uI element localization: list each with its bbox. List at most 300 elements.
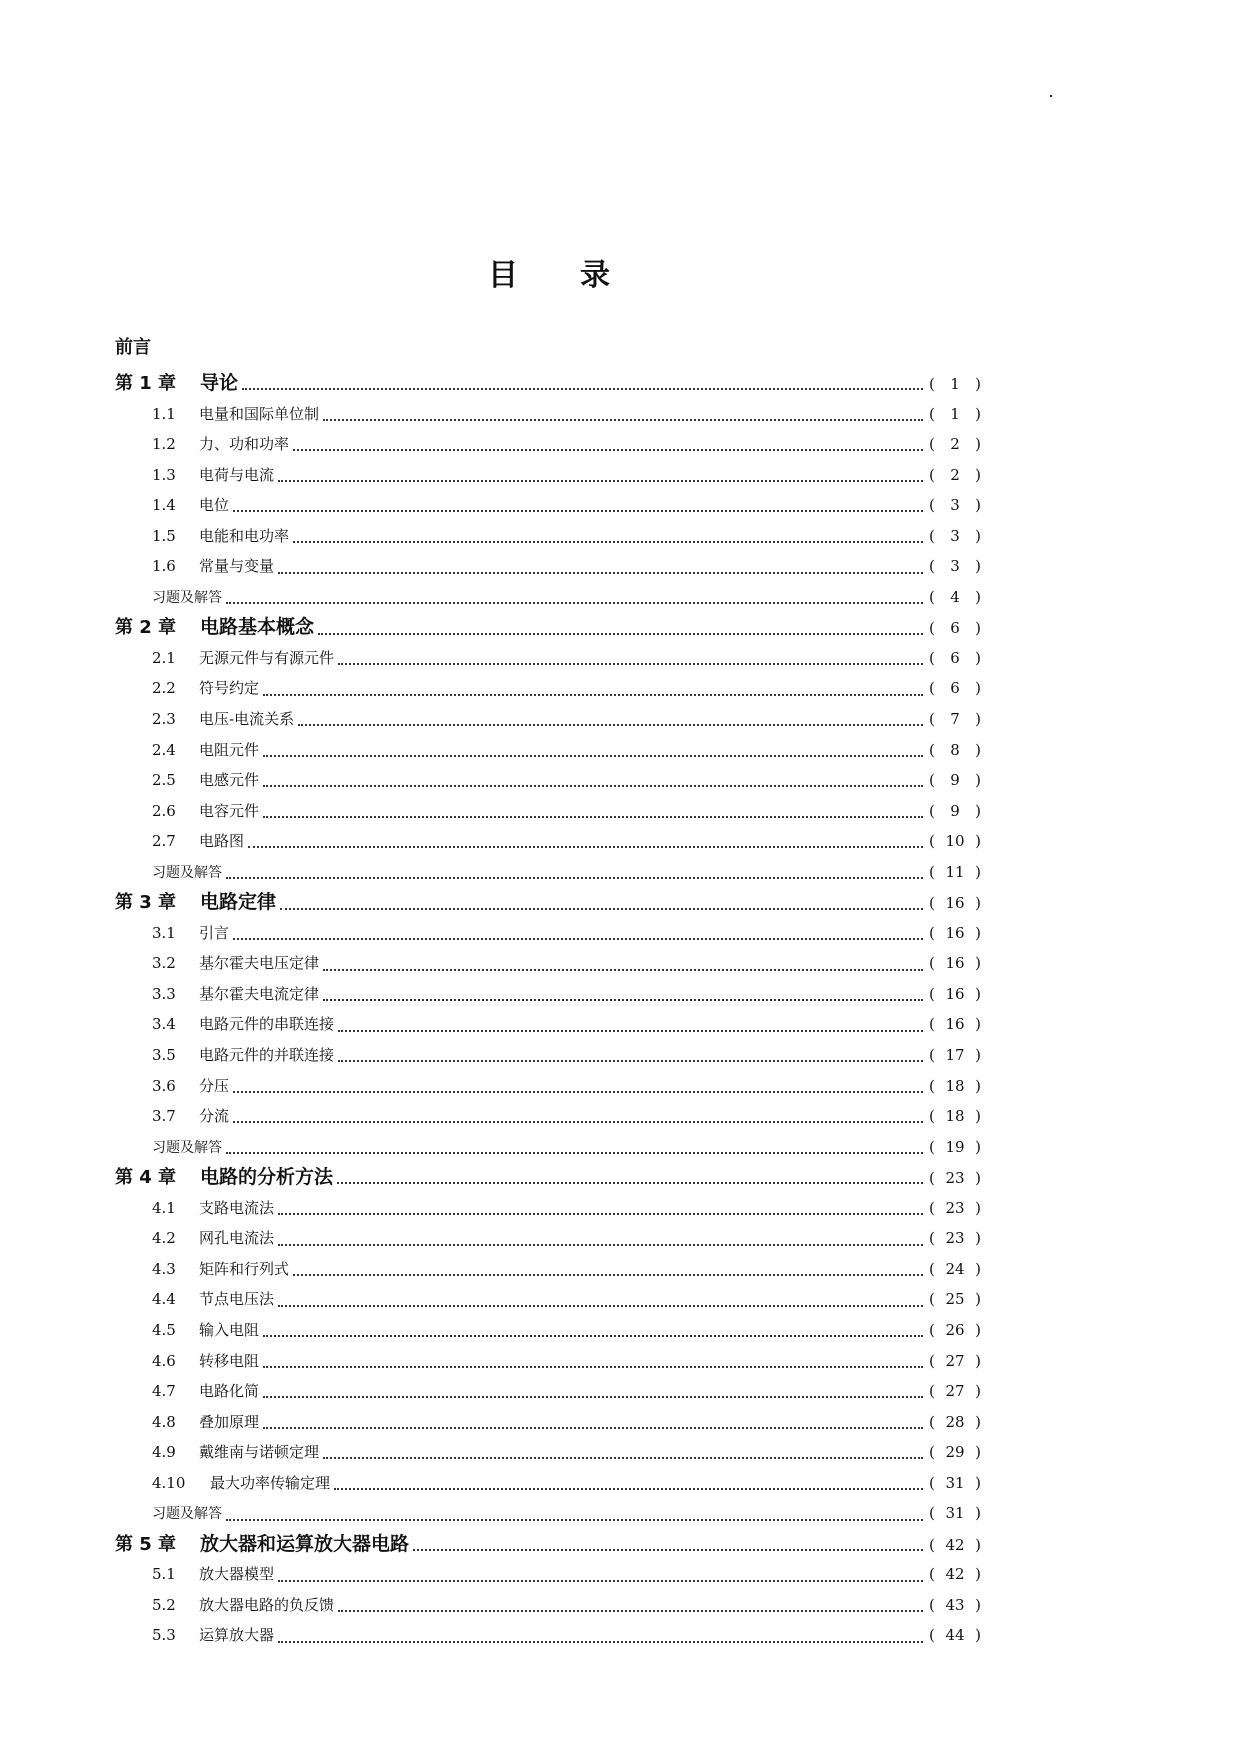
toc-entry-number: 3.1 [152, 923, 176, 942]
toc-entry-title: 最大功率传输定理 [210, 1473, 331, 1492]
toc-section-row[interactable] [115, 1040, 981, 1071]
toc-entry-label [115, 1590, 334, 1621]
toc-section-row[interactable] [115, 1254, 981, 1285]
toc-entry-label [115, 1315, 259, 1346]
toc-entry-label [115, 583, 222, 614]
toc-entry-label [115, 1376, 259, 1407]
toc-entry-title: 电路元件的串联连接 [199, 1015, 335, 1034]
dot-leader [323, 969, 923, 971]
paren-close: ) [975, 771, 981, 790]
toc-section-row[interactable] [115, 1376, 981, 1407]
paren-open: ( [929, 375, 935, 393]
toc-exercise-row[interactable] [115, 857, 981, 888]
dot-leader [293, 449, 923, 451]
dot-leader [263, 816, 923, 818]
paren-close: ) [975, 1169, 981, 1188]
scan-speck [1050, 95, 1052, 97]
toc-page-number [929, 1468, 981, 1499]
toc-entry-number: 2.4 [152, 740, 176, 759]
toc-page-number [929, 399, 981, 430]
toc-section-row[interactable] [115, 918, 981, 949]
toc-section-row[interactable] [115, 1315, 981, 1346]
toc-entry-number: 4.9 [152, 1443, 176, 1462]
toc-section-row[interactable] [115, 948, 981, 979]
toc-exercise-row[interactable] [115, 1132, 981, 1163]
toc-entry-title: 电位 [199, 496, 230, 515]
toc-entry-title: 电荷与电流 [199, 465, 275, 484]
toc-entry-number: 4.1 [152, 1198, 176, 1217]
toc-entry-title: 电量和国际单位制 [199, 404, 320, 423]
dot-leader [278, 1213, 923, 1215]
toc-section-row[interactable] [115, 1590, 981, 1621]
paren-close: ) [975, 832, 981, 851]
dot-leader [278, 1580, 923, 1582]
dot-leader [233, 938, 923, 940]
toc-chapter-row[interactable] [115, 1162, 981, 1193]
page-number-value: 16 [945, 1015, 965, 1034]
toc-entry-number: 2.6 [152, 801, 176, 820]
toc-entry-number: 2.7 [152, 832, 176, 851]
toc-section-row[interactable] [115, 1193, 981, 1224]
page-number-value: 6 [950, 648, 960, 667]
toc-page-number [929, 1590, 981, 1621]
toc-entry-number: 3.5 [152, 1046, 176, 1065]
toc-entry-title: 分压 [199, 1076, 230, 1095]
toc-section-row[interactable] [115, 1559, 981, 1590]
toc-section-row[interactable] [115, 765, 981, 796]
paren-close: ) [975, 1351, 981, 1370]
toc-entry-label [115, 673, 259, 704]
toc-page-number [929, 1559, 981, 1590]
toc-entry-label [115, 765, 259, 796]
page-number-value: 42 [945, 1535, 965, 1554]
paren-open: ( [929, 771, 935, 790]
paren-open: ( [929, 1015, 935, 1034]
toc-page-number [929, 1498, 981, 1529]
toc-entry-number: 2.2 [152, 679, 176, 698]
toc-section-row[interactable] [115, 826, 981, 857]
toc-entry-title: 电路的分析方法 [200, 1166, 334, 1189]
toc-entry-label [115, 1559, 274, 1590]
toc-section-row[interactable] [115, 551, 981, 582]
toc-entry-number: 5.2 [152, 1595, 176, 1614]
page-number-value: 24 [945, 1259, 965, 1278]
dot-leader [318, 633, 923, 635]
page-number-value: 18 [945, 1107, 965, 1126]
title-char-2: 录 [580, 258, 610, 293]
toc-entry-number: 4.10 [152, 1473, 186, 1492]
dot-leader [338, 1060, 923, 1062]
toc-entry-number: 第 4 章 [115, 1167, 177, 1189]
page-number-value: 4 [950, 587, 960, 606]
dot-leader [226, 877, 923, 879]
toc-entry-title: 运算放大器 [199, 1626, 275, 1645]
page-number-value: 25 [945, 1290, 965, 1309]
paren-open: ( [929, 526, 935, 545]
toc-exercise-row[interactable] [115, 1498, 981, 1529]
paren-open: ( [929, 496, 935, 515]
dot-leader [293, 1274, 923, 1276]
toc-entry-title: 放大器和运算放大器电路 [200, 1532, 410, 1555]
dot-leader [338, 1610, 923, 1612]
page-number-value: 1 [950, 375, 960, 393]
toc-page-number [929, 582, 981, 613]
page-number-value: 43 [945, 1595, 965, 1614]
toc-section-row[interactable] [115, 1071, 981, 1102]
toc-page-number [929, 888, 981, 919]
toc-section-row[interactable] [115, 1346, 981, 1377]
toc-entry-title: 叠加原理 [199, 1412, 260, 1431]
dot-leader [334, 1488, 923, 1490]
toc-page-number [929, 551, 981, 582]
dot-leader [226, 602, 923, 604]
toc-entry-label [115, 826, 244, 857]
paren-close: ) [975, 1626, 981, 1645]
paren-open: ( [929, 1351, 935, 1370]
toc-section-row[interactable] [115, 796, 981, 827]
toc-entry-number: 1.1 [152, 404, 176, 423]
paren-close: ) [975, 984, 981, 1003]
paren-open: ( [929, 1535, 935, 1554]
toc-section-row[interactable] [115, 399, 981, 430]
toc-entry-title: 符号约定 [199, 679, 260, 698]
paren-close: ) [975, 1259, 981, 1278]
paren-open: ( [929, 1107, 935, 1126]
paren-open: ( [929, 404, 935, 423]
paren-close: ) [975, 648, 981, 667]
toc-entry-number: 3.4 [152, 1015, 176, 1034]
paren-close: ) [975, 1595, 981, 1614]
page-number-value: 9 [950, 771, 960, 790]
page-title [488, 258, 610, 294]
toc-entry-title: 戴维南与诺顿定理 [199, 1443, 320, 1462]
toc-entry-label [115, 460, 274, 491]
page-number-value: 27 [945, 1382, 965, 1401]
toc-chapter-row[interactable] [115, 612, 981, 643]
toc-entry-label [115, 551, 274, 582]
paren-close: ) [975, 954, 981, 973]
toc-entry-label [115, 429, 289, 460]
page-number-value: 16 [945, 954, 965, 973]
page-number-value: 17 [945, 1046, 965, 1065]
toc-entry-number: 1.6 [152, 557, 176, 576]
paren-open: ( [929, 1046, 935, 1065]
toc-entry-label [115, 1346, 259, 1377]
toc-entry-title: 转移电阻 [199, 1351, 260, 1370]
toc-entry-title: 习题及解答 [152, 1506, 222, 1523]
page-number-value: 8 [950, 740, 960, 759]
toc-preface[interactable]: 前言 [115, 337, 151, 358]
page-number-value: 16 [945, 923, 965, 942]
toc-entry-label [115, 887, 276, 919]
paren-open: ( [929, 1198, 935, 1217]
toc-section-row[interactable] [115, 1407, 981, 1438]
paren-open: ( [929, 1382, 935, 1401]
toc-section-row[interactable] [115, 735, 981, 766]
toc-entry-number: 1.4 [152, 496, 176, 515]
toc-section-row[interactable] [115, 1101, 981, 1132]
paren-open: ( [929, 587, 935, 606]
paren-close: ) [975, 404, 981, 423]
toc-entry-label [115, 1284, 274, 1315]
page-number-value: 6 [950, 619, 960, 638]
toc-page-number [929, 979, 981, 1010]
dot-leader [263, 785, 923, 787]
toc-page-number [929, 796, 981, 827]
dot-leader [233, 510, 923, 512]
toc-entry-title: 力、功和功率 [199, 435, 290, 454]
dot-leader [298, 724, 923, 726]
toc-page-number [929, 1346, 981, 1377]
toc-entry-label [115, 1437, 319, 1468]
toc-page-number [929, 1437, 981, 1468]
paren-open: ( [929, 648, 935, 667]
dot-leader [226, 1152, 923, 1154]
toc-entry-title: 电能和电功率 [199, 526, 290, 545]
dot-leader [323, 1457, 923, 1459]
page-number-value: 27 [945, 1351, 965, 1370]
paren-close: ) [975, 1320, 981, 1339]
page-number-value: 23 [945, 1229, 965, 1248]
dot-leader [280, 908, 923, 910]
toc-section-row[interactable] [115, 1223, 981, 1254]
toc-page-number [929, 490, 981, 521]
dot-leader [413, 1549, 923, 1551]
toc-page-number [929, 613, 981, 644]
toc-chapter-row[interactable] [115, 887, 981, 918]
dot-leader [233, 1121, 923, 1123]
toc-entry-title: 电阻元件 [199, 740, 260, 759]
toc-chapter-row[interactable] [115, 368, 981, 399]
toc-page-number [929, 521, 981, 552]
toc-entry-title: 基尔霍夫电流定律 [199, 984, 320, 1003]
paren-close: ) [975, 1382, 981, 1401]
toc-page-number [929, 1407, 981, 1438]
toc-entry-label [115, 399, 319, 430]
toc-entry-title: 电路基本概念 [200, 616, 315, 639]
dot-leader [323, 999, 923, 1001]
toc-entry-label [115, 1254, 289, 1285]
toc-entry-label [115, 1162, 333, 1194]
title-char-1: 目 [488, 258, 518, 293]
toc-entry-label [115, 1071, 229, 1102]
toc-entry-title: 电路元件的并联连接 [199, 1046, 335, 1065]
toc-page-number [929, 1193, 981, 1224]
paren-close: ) [975, 619, 981, 638]
paren-open: ( [929, 435, 935, 454]
page-number-value: 3 [950, 526, 960, 545]
toc-page-number [929, 857, 981, 888]
toc-entry-title: 支路电流法 [199, 1198, 275, 1217]
toc-entry-title: 电路化简 [199, 1382, 260, 1401]
paren-close: ) [975, 894, 981, 913]
toc-entry-number: 3.7 [152, 1107, 176, 1126]
dot-leader [263, 1427, 923, 1429]
toc-entry-number: 2.3 [152, 710, 176, 729]
dot-leader [233, 1091, 923, 1093]
toc-entry-number: 4.4 [152, 1290, 176, 1309]
toc-section-row[interactable] [115, 521, 981, 552]
toc-section-row[interactable] [115, 490, 981, 521]
table-of-contents [115, 368, 981, 1651]
paren-open: ( [929, 1320, 935, 1339]
paren-close: ) [975, 862, 981, 881]
paren-close: ) [975, 1137, 981, 1156]
toc-section-row[interactable] [115, 1284, 981, 1315]
paren-close: ) [975, 1535, 981, 1554]
toc-entry-number: 4.8 [152, 1412, 176, 1431]
toc-section-row[interactable] [115, 704, 981, 735]
toc-entry-title: 导论 [200, 372, 239, 394]
paren-open: ( [929, 557, 935, 576]
toc-page-number [929, 643, 981, 674]
dot-leader [242, 388, 923, 390]
page-number-value: 31 [945, 1504, 965, 1523]
toc-entry-number: 1.5 [152, 526, 176, 545]
toc-entry-title: 输入电阻 [199, 1320, 260, 1339]
dot-leader [263, 1366, 923, 1368]
dot-leader [278, 480, 923, 482]
page-number-value: 31 [945, 1473, 965, 1492]
page-number-value: 44 [945, 1626, 965, 1645]
toc-entry-label [115, 704, 294, 735]
toc-entry-title: 放大器电路的负反馈 [199, 1595, 335, 1614]
toc-entry-label [115, 1193, 274, 1224]
toc-section-row[interactable] [115, 1468, 981, 1499]
toc-entry-label [115, 1133, 222, 1164]
toc-section-row[interactable] [115, 1620, 981, 1651]
toc-page-number [929, 1620, 981, 1651]
toc-entry-label [115, 1040, 334, 1071]
dot-leader [263, 694, 923, 696]
paren-open: ( [929, 1473, 935, 1492]
toc-page-number [929, 1132, 981, 1163]
page-number-value: 2 [950, 465, 960, 484]
toc-entry-number: 3.2 [152, 954, 176, 973]
toc-entry-label [115, 918, 229, 949]
toc-entry-label [115, 490, 229, 521]
paren-close: ) [975, 375, 981, 393]
toc-section-row[interactable] [115, 1437, 981, 1468]
toc-entry-title: 引言 [199, 923, 230, 942]
dot-leader [323, 419, 923, 421]
toc-page-number [929, 765, 981, 796]
toc-page-number [929, 948, 981, 979]
toc-entry-label [115, 1101, 229, 1132]
toc-entry-number: 第 1 章 [115, 373, 177, 394]
toc-page-number [929, 704, 981, 735]
paren-open: ( [929, 740, 935, 759]
toc-entry-number: 4.3 [152, 1259, 176, 1278]
page-number-value: 26 [945, 1320, 965, 1339]
toc-entry-label [115, 1223, 274, 1254]
toc-section-row[interactable] [115, 1009, 981, 1040]
paren-open: ( [929, 619, 935, 638]
toc-entry-title: 习题及解答 [152, 1139, 222, 1156]
toc-entry-title: 放大器模型 [199, 1565, 275, 1584]
toc-entry-title: 电路图 [199, 832, 245, 851]
page-number-value: 28 [945, 1412, 965, 1431]
toc-entry-label [115, 612, 314, 644]
toc-entry-label [115, 858, 222, 889]
page-number-value: 1 [950, 404, 960, 423]
paren-open: ( [929, 1290, 935, 1309]
toc-entry-title: 电压-电流关系 [199, 710, 295, 729]
paren-close: ) [975, 1565, 981, 1584]
page-number-value: 18 [945, 1076, 965, 1095]
toc-entry-title: 习题及解答 [152, 864, 222, 881]
dot-leader [293, 541, 923, 543]
toc-section-row[interactable] [115, 673, 981, 704]
paren-open: ( [929, 1412, 935, 1431]
toc-exercise-row[interactable] [115, 582, 981, 613]
paren-close: ) [975, 496, 981, 515]
paren-open: ( [929, 1565, 935, 1584]
dot-leader [278, 1305, 923, 1307]
paren-close: ) [975, 740, 981, 759]
toc-section-row[interactable] [115, 643, 981, 674]
toc-entry-number: 3.3 [152, 984, 176, 1003]
toc-entry-number: 4.2 [152, 1229, 176, 1248]
paren-open: ( [929, 923, 935, 942]
toc-entry-title: 习题及解答 [152, 589, 222, 606]
toc-page-number [929, 1530, 981, 1561]
dot-leader [338, 1030, 923, 1032]
toc-section-row[interactable] [115, 429, 981, 460]
paren-open: ( [929, 1443, 935, 1462]
paren-open: ( [929, 1229, 935, 1248]
toc-entry-label [115, 1468, 330, 1499]
paren-open: ( [929, 1137, 935, 1156]
toc-page-number [929, 1040, 981, 1071]
toc-entry-title: 分流 [199, 1107, 230, 1126]
dot-leader [263, 1335, 923, 1337]
toc-page-number [929, 1376, 981, 1407]
dot-leader [278, 1641, 923, 1643]
toc-entry-number: 5.1 [152, 1565, 176, 1584]
toc-entry-number: 1.2 [152, 435, 176, 454]
paren-close: ) [975, 587, 981, 606]
toc-page-number [929, 1101, 981, 1132]
paren-open: ( [929, 832, 935, 851]
toc-section-row[interactable] [115, 460, 981, 491]
toc-entry-label [115, 1009, 334, 1040]
paren-close: ) [975, 1046, 981, 1065]
toc-section-row[interactable] [115, 979, 981, 1010]
toc-page-number [929, 460, 981, 491]
page-number-value: 6 [950, 679, 960, 698]
dot-leader [278, 1244, 923, 1246]
toc-entry-title: 电路定律 [200, 891, 277, 914]
toc-page-number [929, 1223, 981, 1254]
toc-entry-number: 4.6 [152, 1351, 176, 1370]
paren-close: ) [975, 1015, 981, 1034]
toc-page-number [929, 918, 981, 949]
toc-entry-number: 第 3 章 [115, 892, 177, 914]
toc-entry-title: 矩阵和行列式 [199, 1259, 290, 1278]
toc-entry-title: 常量与变量 [199, 557, 275, 576]
dot-leader [337, 1182, 923, 1184]
dot-leader [248, 846, 923, 848]
paren-open: ( [929, 679, 935, 698]
paren-close: ) [975, 801, 981, 820]
dot-leader [226, 1519, 923, 1521]
toc-entry-label [115, 1499, 222, 1530]
page-number-value: 16 [945, 984, 965, 1003]
paren-close: ) [975, 1290, 981, 1309]
toc-entry-title: 电容元件 [199, 801, 260, 820]
toc-chapter-row[interactable] [115, 1529, 981, 1560]
